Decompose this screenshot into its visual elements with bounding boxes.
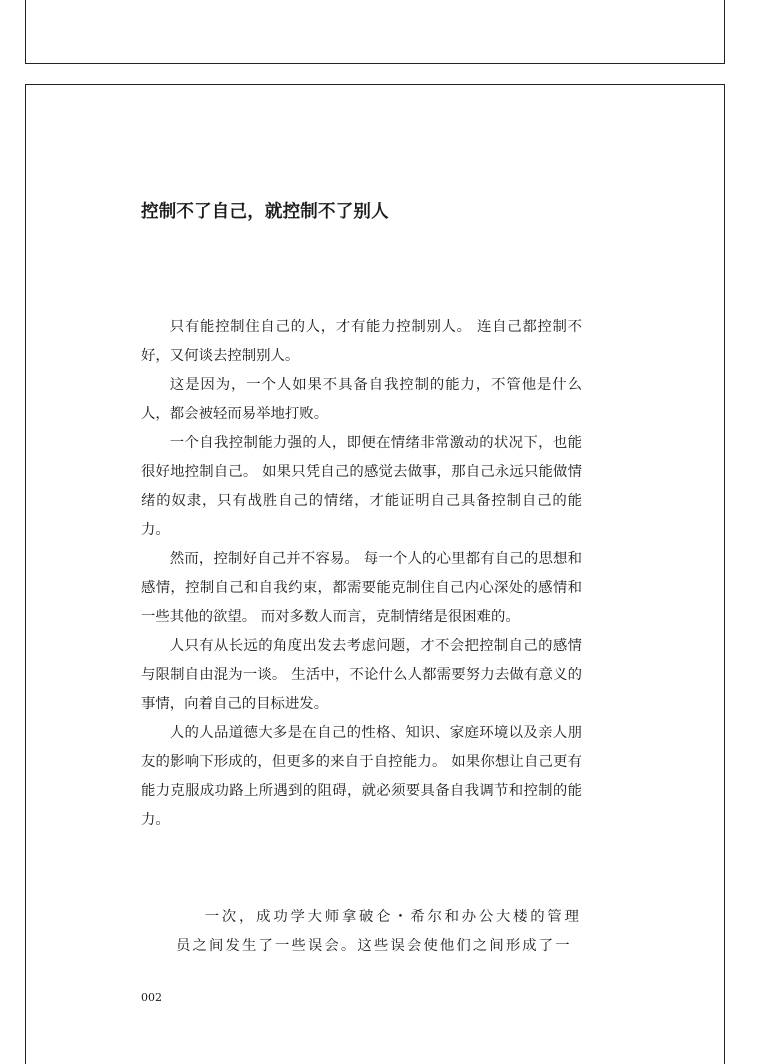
page-number: 002 [141, 991, 162, 1004]
body-text [141, 313, 582, 835]
paragraph: 然而，控制好自己并不容易。 每一个人的心里都有自己的思想和感情，控制自己和自我约束，都需要能克制住自己内心深处的感情和一些其他的欲望。 而对多数人而言，克制情绪是很困难的。 [141, 551, 582, 625]
paragraph: 只有能控制住自己的人，才有能力控制别人。 连自己都控制不好，又何谈去控制别人。 [141, 319, 582, 364]
story-excerpt [176, 903, 581, 961]
paragraph: 人只有从长远的角度出发去考虑问题，才不会把控制自己的感情与限制自由混为一谈。 生活中，不论什么人都需要努力去做有意义的事情，向着自己的目标进发。 [141, 638, 582, 712]
chapter-title: 控制不了自己，就控制不了别人 [141, 202, 389, 222]
story-paragraph: 一次，成功学大师拿破仑・希尔和办公大楼的管理员之间发生了一些误会。这些误会使他们之间形成了一 [176, 909, 581, 954]
paragraph: 这是因为，一个人如果不具备自我控制的能力，不管他是什么人，都会被轻而易举地打败。 [141, 377, 582, 422]
previous-page-frame [25, 0, 725, 64]
paragraph: 人的人品道德大多是在自己的性格、知识、家庭环境以及亲人朋友的影响下形成的，但更多的来自于自控能力。 如果你想让自己更有能力克服成功路上所遇到的阻碍，就必须要具备自我调节和控制的能力。 [141, 725, 582, 828]
paragraph: 一个自我控制能力强的人，即便在情绪非常激动的状况下，也能很好地控制自己。 如果只凭自己的感觉去做事，那自己永远只能做情绪的奴隶，只有战胜自己的情绪，才能证明自己具备控制自己的能力。 [141, 435, 582, 538]
